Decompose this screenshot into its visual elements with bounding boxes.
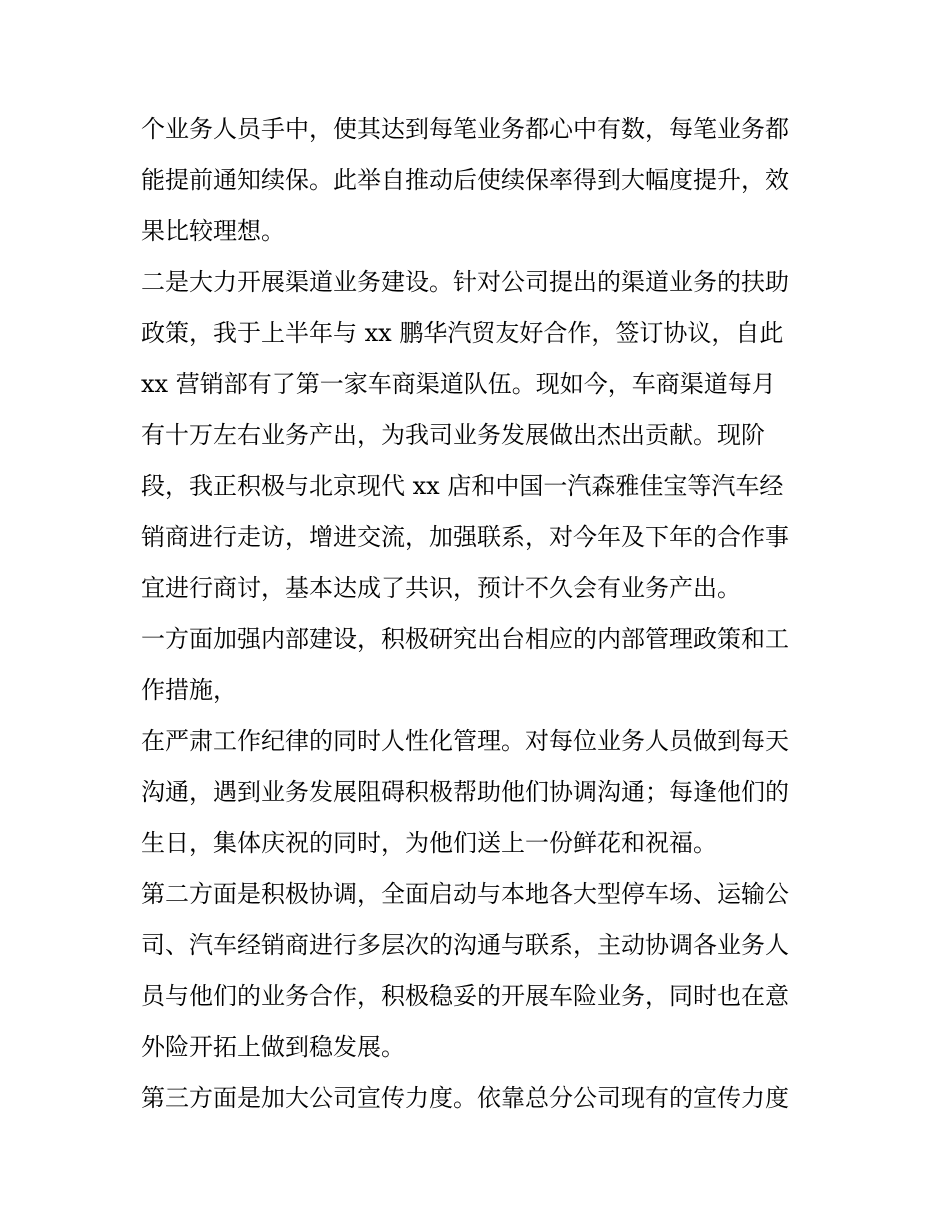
document-body xyxy=(141,104,831,1124)
text-line: 段，我正积极与北京现代 xx 店和中国一汽森雅佳宝等汽车经 xyxy=(141,472,784,500)
text-line: 司、汽车经销商进行多层次的沟通与联系，主动协调各业务人 xyxy=(141,931,789,959)
text-line: xx 营销部有了第一家车商渠道队伍。现如今，车商渠道每月 xyxy=(141,370,776,398)
text-line: 一方面加强内部建设，积极研究出台相应的内部管理政策和工 xyxy=(141,625,789,653)
text-line: 能提前通知续保。此举自推动后使续保率得到大幅度提升，效 xyxy=(141,166,789,194)
text-line: 宜进行商讨，基本达成了共识，预计不久会有业务产出。 xyxy=(141,574,741,602)
text-line: 外险开拓上做到稳发展。 xyxy=(141,1033,405,1061)
text-line: 员与他们的业务合作，积极稳妥的开展车险业务，同时也在意 xyxy=(141,982,789,1010)
text-line: 第二方面是积极协调，全面启动与本地各大型停车场、运输公 xyxy=(141,880,789,908)
text-line: 政策，我于上半年与 xx 鹏华汽贸友好合作，签订协议，自此 xyxy=(141,319,784,347)
text-line: 第三方面是加大公司宣传力度。依靠总分公司现有的宣传力度 xyxy=(141,1084,789,1112)
text-line: 销商进行走访，增进交流，加强联系，对今年及下年的合作事 xyxy=(141,523,789,551)
text-line: 有十万左右业务产出，为我司业务发展做出杰出贡献。现阶 xyxy=(141,421,765,449)
text-line: 二是大力开展渠道业务建设。针对公司提出的渠道业务的扶助 xyxy=(141,268,789,296)
text-line: 生日，集体庆祝的同时，为他们送上一份鲜花和祝福。 xyxy=(141,829,717,857)
text-line: 沟通，遇到业务发展阻碍积极帮助他们协调沟通；每逢他们的 xyxy=(141,778,789,806)
text-line: 作措施， xyxy=(141,676,237,704)
text-line: 在严肃工作纪律的同时人性化管理。对每位业务人员做到每天 xyxy=(141,727,789,755)
text-line: 果比较理想。 xyxy=(141,217,285,245)
text-line: 个业务人员手中，使其达到每笔业务都心中有数，每笔业务都 xyxy=(141,115,789,143)
